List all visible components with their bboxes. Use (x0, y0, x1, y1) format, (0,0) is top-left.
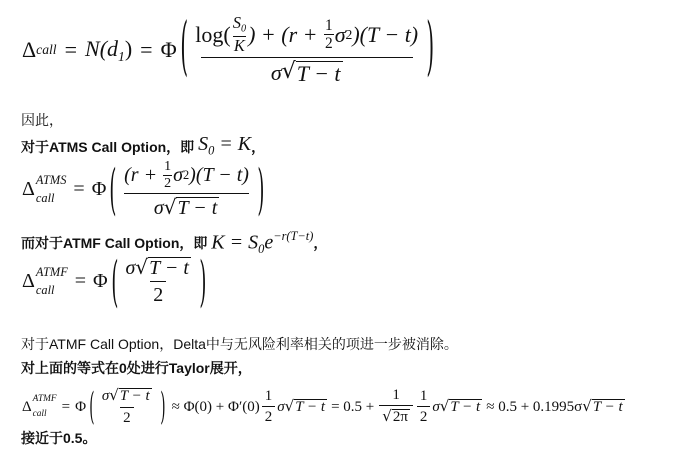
text-taylor-intro: 对上面的等式在0处进行Taylor展开， (21, 360, 252, 376)
right-paren: ) (426, 12, 435, 85)
d1-numerator: log( $\frac{S_0}{K}$ ) + (r + $\frac{1}{2}$ σ 2 )(T − t) (195, 13, 419, 56)
sqrt-time: √ T − t (281, 58, 341, 86)
left-paren: ( (180, 12, 188, 85)
atms-fraction: (r + $\frac{1}{2}$ σ 2 )(T − t) σ √ T − t (124, 158, 249, 219)
d1-fraction (192, 15, 421, 84)
equation-delta-atms: Δ ATMS call = Φ ( (r + $\frac{1}{2}$ σ 2 )(T − t) σ √ T − t ) (22, 156, 265, 222)
equation-delta-atmf: Δ ATMF call = Φ ( σ √ T − t 2 ) (22, 248, 207, 314)
normal-cdf: $N(d_1)$ (85, 35, 133, 64)
atmf-fraction: σ √ T − t 2 (125, 255, 189, 306)
phi-symbol: Φ (160, 37, 177, 62)
delta-symbol: Δ (22, 37, 37, 62)
text-therefore: 因此， (21, 112, 63, 128)
text-atmf-note: 对于ATMF Call Option，Delta中与无风险利率相关的项进一步被消除。 (21, 336, 458, 352)
d1-denominator: σ √ T − t (201, 57, 413, 85)
text-conclusion: 接近于0.5。 (21, 430, 97, 446)
text-atms-intro: 对于ATMS Call Option，即 $S_0 = K$ ， (21, 133, 266, 158)
equation-delta-call: Δ call = $N(d_1)$ = Φ ( log( $\frac{S_0}{K}$ ) + (r + $\frac{1}{2}$ σ 2 )(T − t) σ √ T − t ) (22, 12, 435, 86)
text-atmf-intro: 而对于ATMF Call Option，即 $K = S_0e^{-r(T-t)}$ ， (21, 229, 328, 256)
call-subscript: call (36, 42, 57, 57)
equation-taylor: Δ ATMF call = Φ ( σ √ T − t 2 ) ≈ Φ(0) + Φ′(0) $\frac{1}{2}$ σ √ T − t = 0.5 + 1 √ 2π $\frac{1}{2}$ σ √ T − t ≈ 0.5 + 0.1995σ √ T − t (22, 384, 623, 429)
